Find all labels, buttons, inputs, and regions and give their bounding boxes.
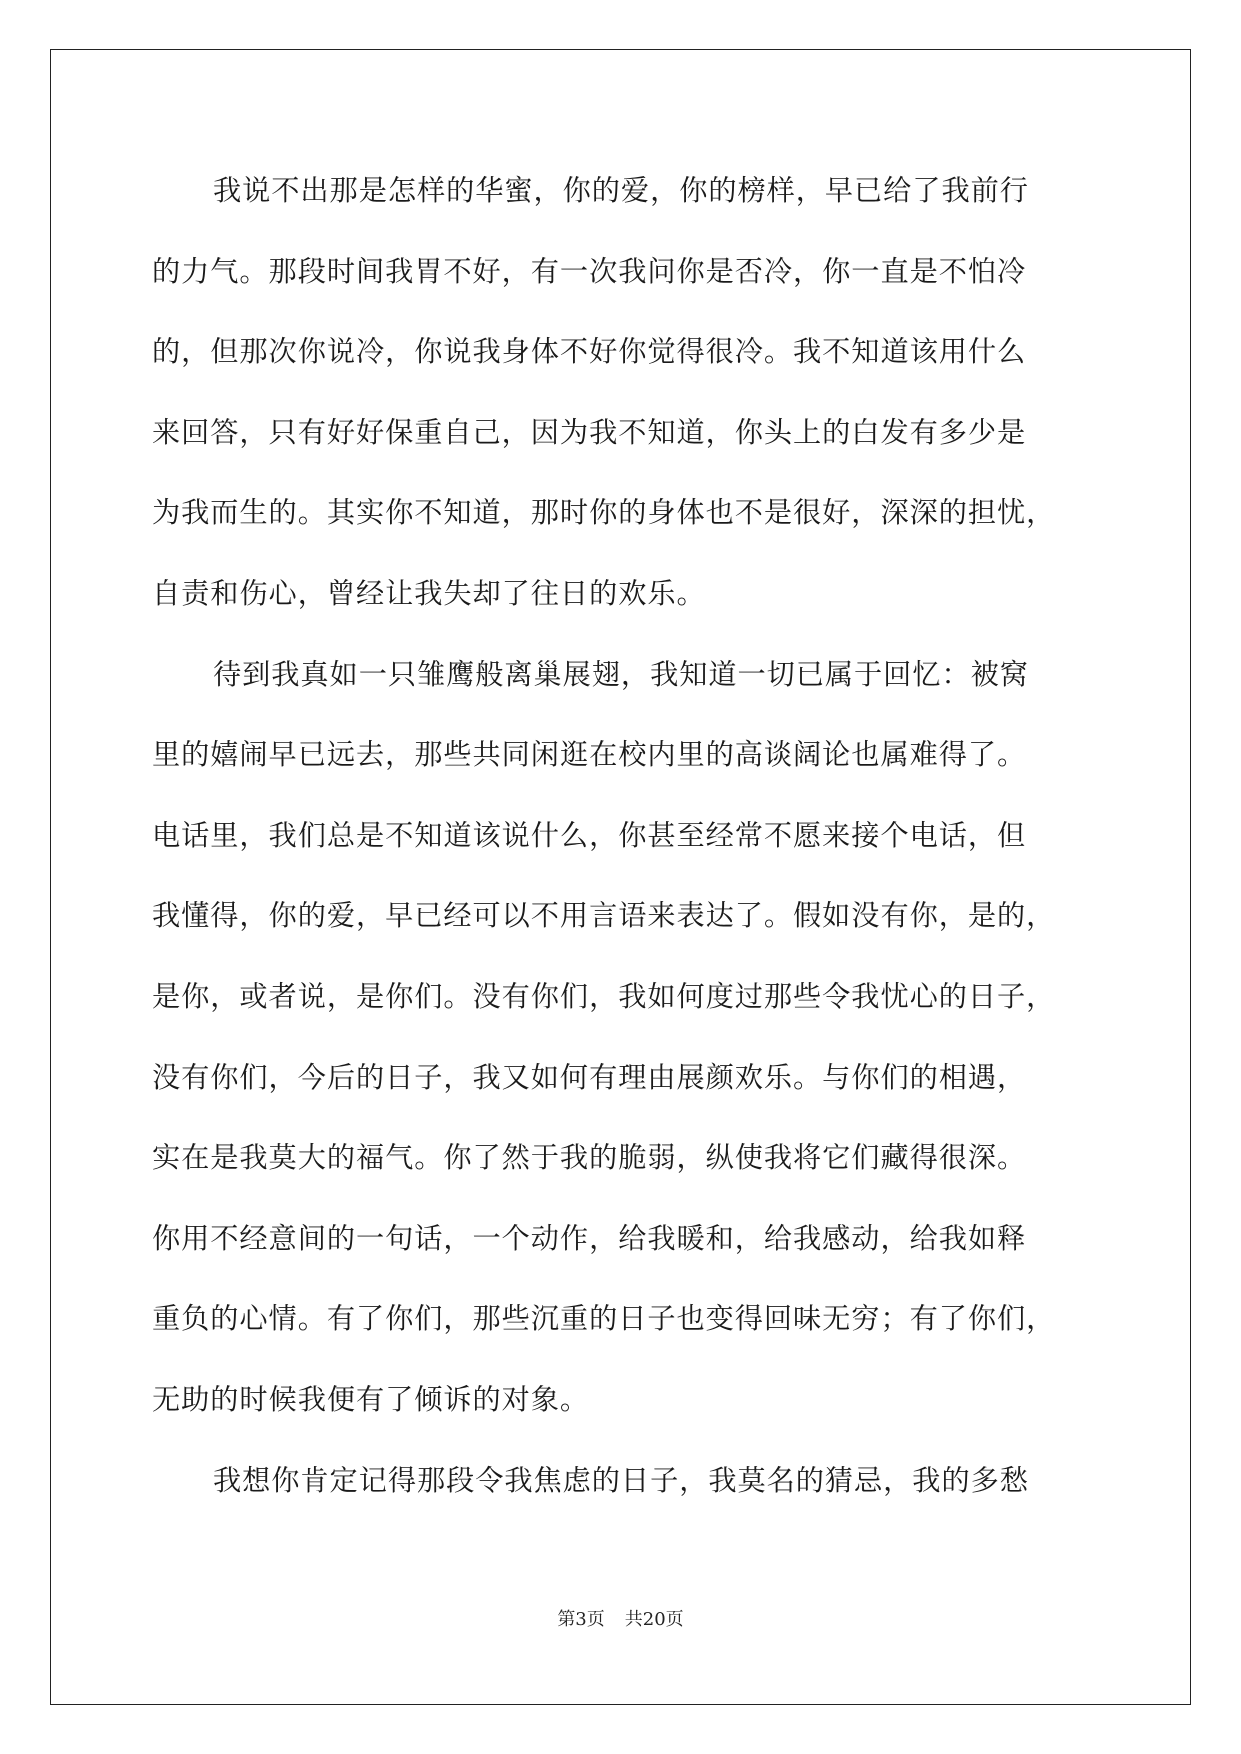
text-line: 里的嬉闹早已远去，那些共同闲逛在校内里的高谈阔论也属难得了。 (152, 738, 1027, 772)
text-line: 无助的时候我便有了倾诉的对象。 (152, 1382, 590, 1416)
text-line: 电话里，我们总是不知道该说什么，你甚至经常不愿来接个电话，但 (152, 818, 1027, 852)
text-line: 你用不经意间的一句话，一个动作，给我暖和，给我感动，给我如释 (152, 1221, 1027, 1255)
text-line: 我想你肯定记得那段令我焦虑的日子，我莫名的猜忌，我的多愁 (213, 1463, 1029, 1497)
text-line: 待到我真如一只雏鹰般离巢展翅，我知道一切已属于回忆：被窝 (213, 657, 1029, 691)
text-line: 来回答，只有好好保重自己，因为我不知道，你头上的白发有多少是 (152, 415, 1027, 449)
text-line: 实在是我莫大的福气。你了然于我的脆弱，纵使我将它们藏得很深。 (152, 1141, 1027, 1175)
page-number: 第3页 (557, 1609, 605, 1630)
text-line: 我懂得，你的爱，早已经可以不用言语来表达了。假如没有你，是的， (152, 899, 1056, 933)
text-line: 为我而生的。其实你不知道，那时你的身体也不是很好，深深的担忧， (152, 496, 1056, 530)
text-line: 没有你们，今后的日子，我又如何有理由展颜欢乐。与你们的相遇， (152, 1060, 1027, 1094)
page-total: 共20页 (624, 1609, 684, 1630)
text-line: 的力气。那段时间我胃不好，有一次我问你是否冷，你一直是不怕冷 (152, 254, 1027, 288)
text-line: 自责和伤心，曾经让我失却了往日的欢乐。 (152, 576, 706, 610)
page-footer (0, 1605, 1241, 1631)
body-text (152, 151, 1102, 1521)
text-line: 是你，或者说，是你们。没有你们，我如何度过那些令我忧心的日子， (152, 979, 1056, 1013)
text-line: 我说不出那是怎样的华蜜，你的爱，你的榜样，早已给了我前行 (213, 174, 1029, 207)
text-line: 的，但那次你说冷，你说我身体不好你觉得很冷。我不知道该用什么 (152, 335, 1027, 369)
text-line: 重负的心情。有了你们，那些沉重的日子也变得回味无穷；有了你们， (152, 1302, 1056, 1336)
